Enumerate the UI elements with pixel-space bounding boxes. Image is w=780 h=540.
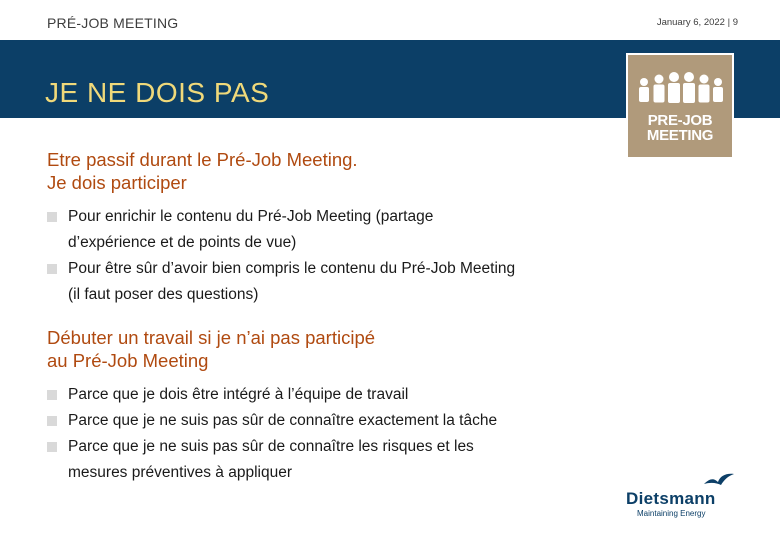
bullet-item — [47, 408, 617, 434]
bullet-list-passive — [47, 204, 617, 308]
dietsmann-logo — [624, 472, 739, 522]
bullet-line: Pour être sûr d’avoir bien compris le contenu du Pré-Job Meeting — [68, 260, 516, 277]
section-label: PRÉ-JOB MEETING — [47, 15, 179, 31]
bullet-square-icon — [47, 416, 57, 426]
people-group-icon — [636, 71, 724, 107]
bullet-line: Parce que je ne suis pas sûr de connaître exactement la tâche — [68, 412, 498, 429]
bullet-list-start-work — [47, 382, 617, 486]
bullet-line: d’expérience et de points de vue) — [68, 234, 297, 251]
heading-line: Débuter un travail si je n’ai pas participé — [47, 327, 376, 348]
badge-text-line-2: MEETING — [646, 127, 714, 144]
bullet-square-icon — [47, 212, 57, 222]
bullet-square-icon — [47, 390, 57, 400]
section-heading-passive — [47, 148, 617, 194]
bird-icon — [702, 472, 736, 490]
section-heading-start-work — [47, 326, 617, 372]
slide-title: JE NE DOIS PAS — [45, 77, 270, 108]
top-bar — [0, 0, 780, 40]
pre-job-meeting-badge — [626, 53, 734, 159]
heading-line: au Pré-Job Meeting — [47, 350, 209, 371]
bullet-line: mesures préventives à appliquer — [68, 464, 293, 481]
bullet-line: Parce que je ne suis pas sûr de connaître les risques et les — [68, 438, 474, 455]
logo-tagline: Maintaining Energy — [637, 509, 706, 518]
bullet-line: Pour enrichir le contenu du Pré-Job Meeting (partage — [68, 208, 434, 225]
heading-line: Etre passif durant le Pré-Job Meeting. — [47, 149, 358, 170]
bullet-line: (il faut poser des questions) — [68, 286, 259, 303]
bullet-item — [47, 256, 617, 308]
badge-text-line-1: PRE-JOB — [647, 112, 713, 129]
slide-content — [47, 148, 617, 486]
heading-line: Je dois participer — [47, 172, 187, 193]
bullet-item — [47, 434, 617, 486]
bullet-item — [47, 204, 617, 256]
bullet-square-icon — [47, 442, 57, 452]
bullet-line: Parce que je dois être intégré à l’équipe de travail — [68, 386, 409, 403]
bullet-item — [47, 382, 617, 408]
bullet-square-icon — [47, 264, 57, 274]
date-and-page-number: January 6, 2022 | 9 — [656, 17, 738, 28]
logo-name: Dietsmann — [626, 489, 716, 508]
